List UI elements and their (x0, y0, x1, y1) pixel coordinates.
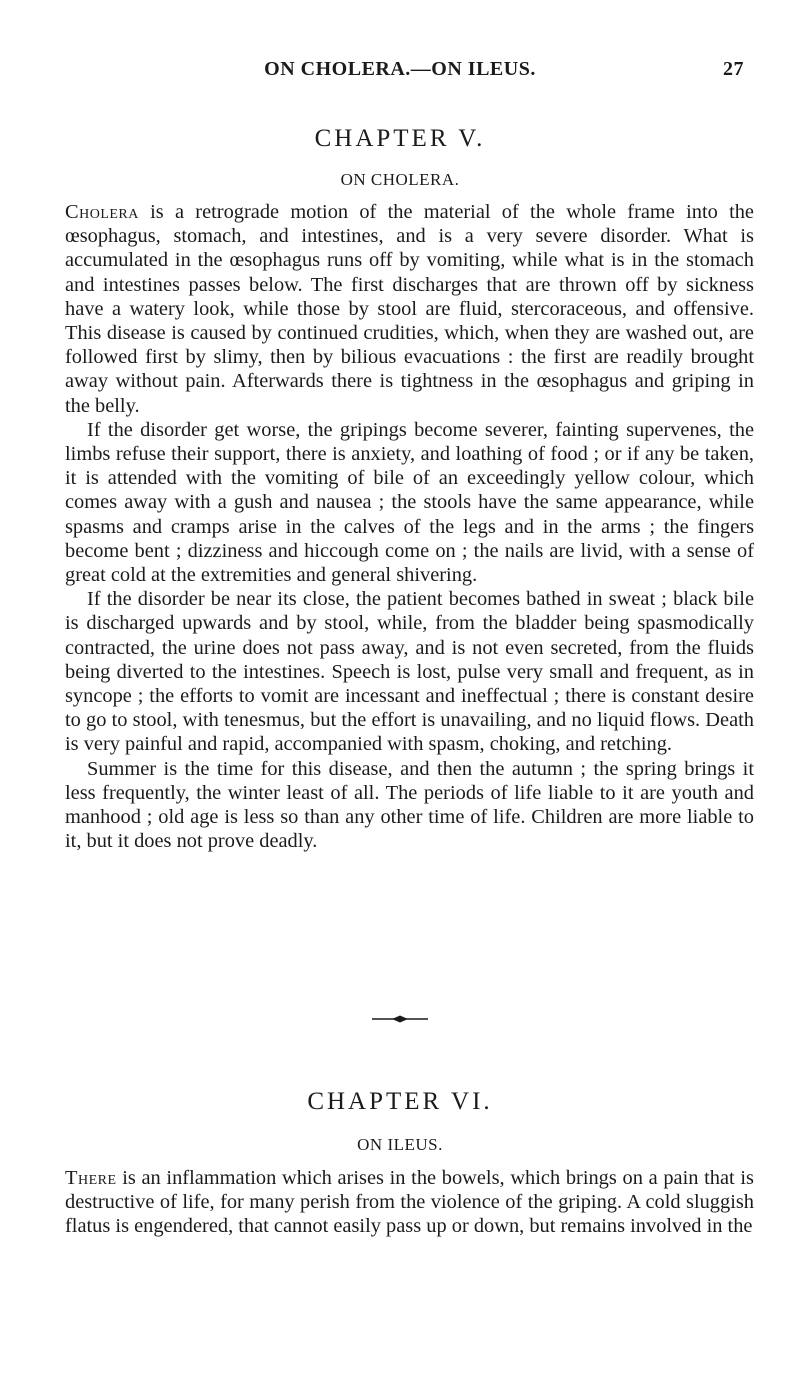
chapter-5-subtitle: ON CHOLERA. (340, 170, 460, 189)
chapter-6-paragraph-1-text: is an inflammation which arises in the bowels, which brings on a pain that is destructive of life, for many perish from the violence of the griping. A cold sluggish flatus is engendered, that cannot easily pass up or down, but remains involved in the (65, 1167, 754, 1238)
chapter-5-paragraph-3: If the disorder be near its close, the patient becomes bathed in sweat ; black bile is discharged upwards and by stool, while, from the bladder being spasmodically contracted, the urine does not pass away, and is not even secreted, from the fluids being diverted to the intestines. Speech is lost, pulse very small and frequent, as in syncope ; the efforts to vomit are incessant and ineffectual ; there is constant desire to go to stool, with tenesmus, but the effort is unavailing, and no liquid flows. Death is very painful and rapid, accompanied with spasm, choking, and retching. (65, 588, 754, 756)
page-number: 27 (723, 58, 744, 80)
chapter-6-subtitle: ON ILEUS. (357, 1135, 443, 1154)
chapter-5-paragraph-2: If the disorder get worse, the gripings become severer, fainting supervenes, the limbs refuse their support, there is anxiety, and loathing of food ; or if any be taken, it is attended with the vomiting of bile of an exceedingly yellow colour, which comes away with a gush and nausea ; the stools have the same appearance, while spasms and cramps arise in the calves of the legs and in the arms ; the fingers become bent ; dizziness and hiccough come on ; the nails are livid, with a sense of great cold at the extremities and general shivering. (65, 418, 754, 587)
chapter-5-paragraph-1 (65, 200, 754, 418)
chapter-6-paragraph-1 (65, 1166, 754, 1239)
chapter-5-paragraph-1-text: is a retrograde motion of the material of the whole frame into the œsophagus, stomach, and intestines, and is a very severe disorder. What is accumulated in the œsophagus runs off by vomiting, while what is in the stomach and intestines passes below. The first discharges that are thrown off by sickness have a watery look, while those by stool are fluid, stercoraceous, and offensive. This disease is caused by continued crudities, which, when they are washed out, are followed first by slimy, then by bilious evacuations : the first are readily brought away without pain. Afterwards there is tightness in the œsophagus and griping in the belly. (65, 201, 754, 417)
chapter-6-heading: CHAPTER VI. (307, 1088, 493, 1115)
running-head (0, 58, 800, 84)
chapter-6-lead-word: There (65, 1167, 117, 1189)
chapter-5-heading: CHAPTER V. (314, 125, 486, 152)
chapter-5-paragraph-4: Summer is the time for this disease, and then the autumn ; the spring brings it less frequently, the winter least of all. The periods of life liable to it are youth and manhood ; old age is less so than any other time of life. Children are more liable to it, but it does not prove deadly. (65, 757, 754, 853)
chapter-5-body (65, 200, 754, 853)
section-divider-ornament (372, 1014, 428, 1024)
running-head-title: ON CHOLERA.—ON ILEUS. (264, 58, 536, 80)
chapter-6-body (65, 1166, 754, 1239)
chapter-5-lead-word: Cholera (65, 201, 139, 223)
